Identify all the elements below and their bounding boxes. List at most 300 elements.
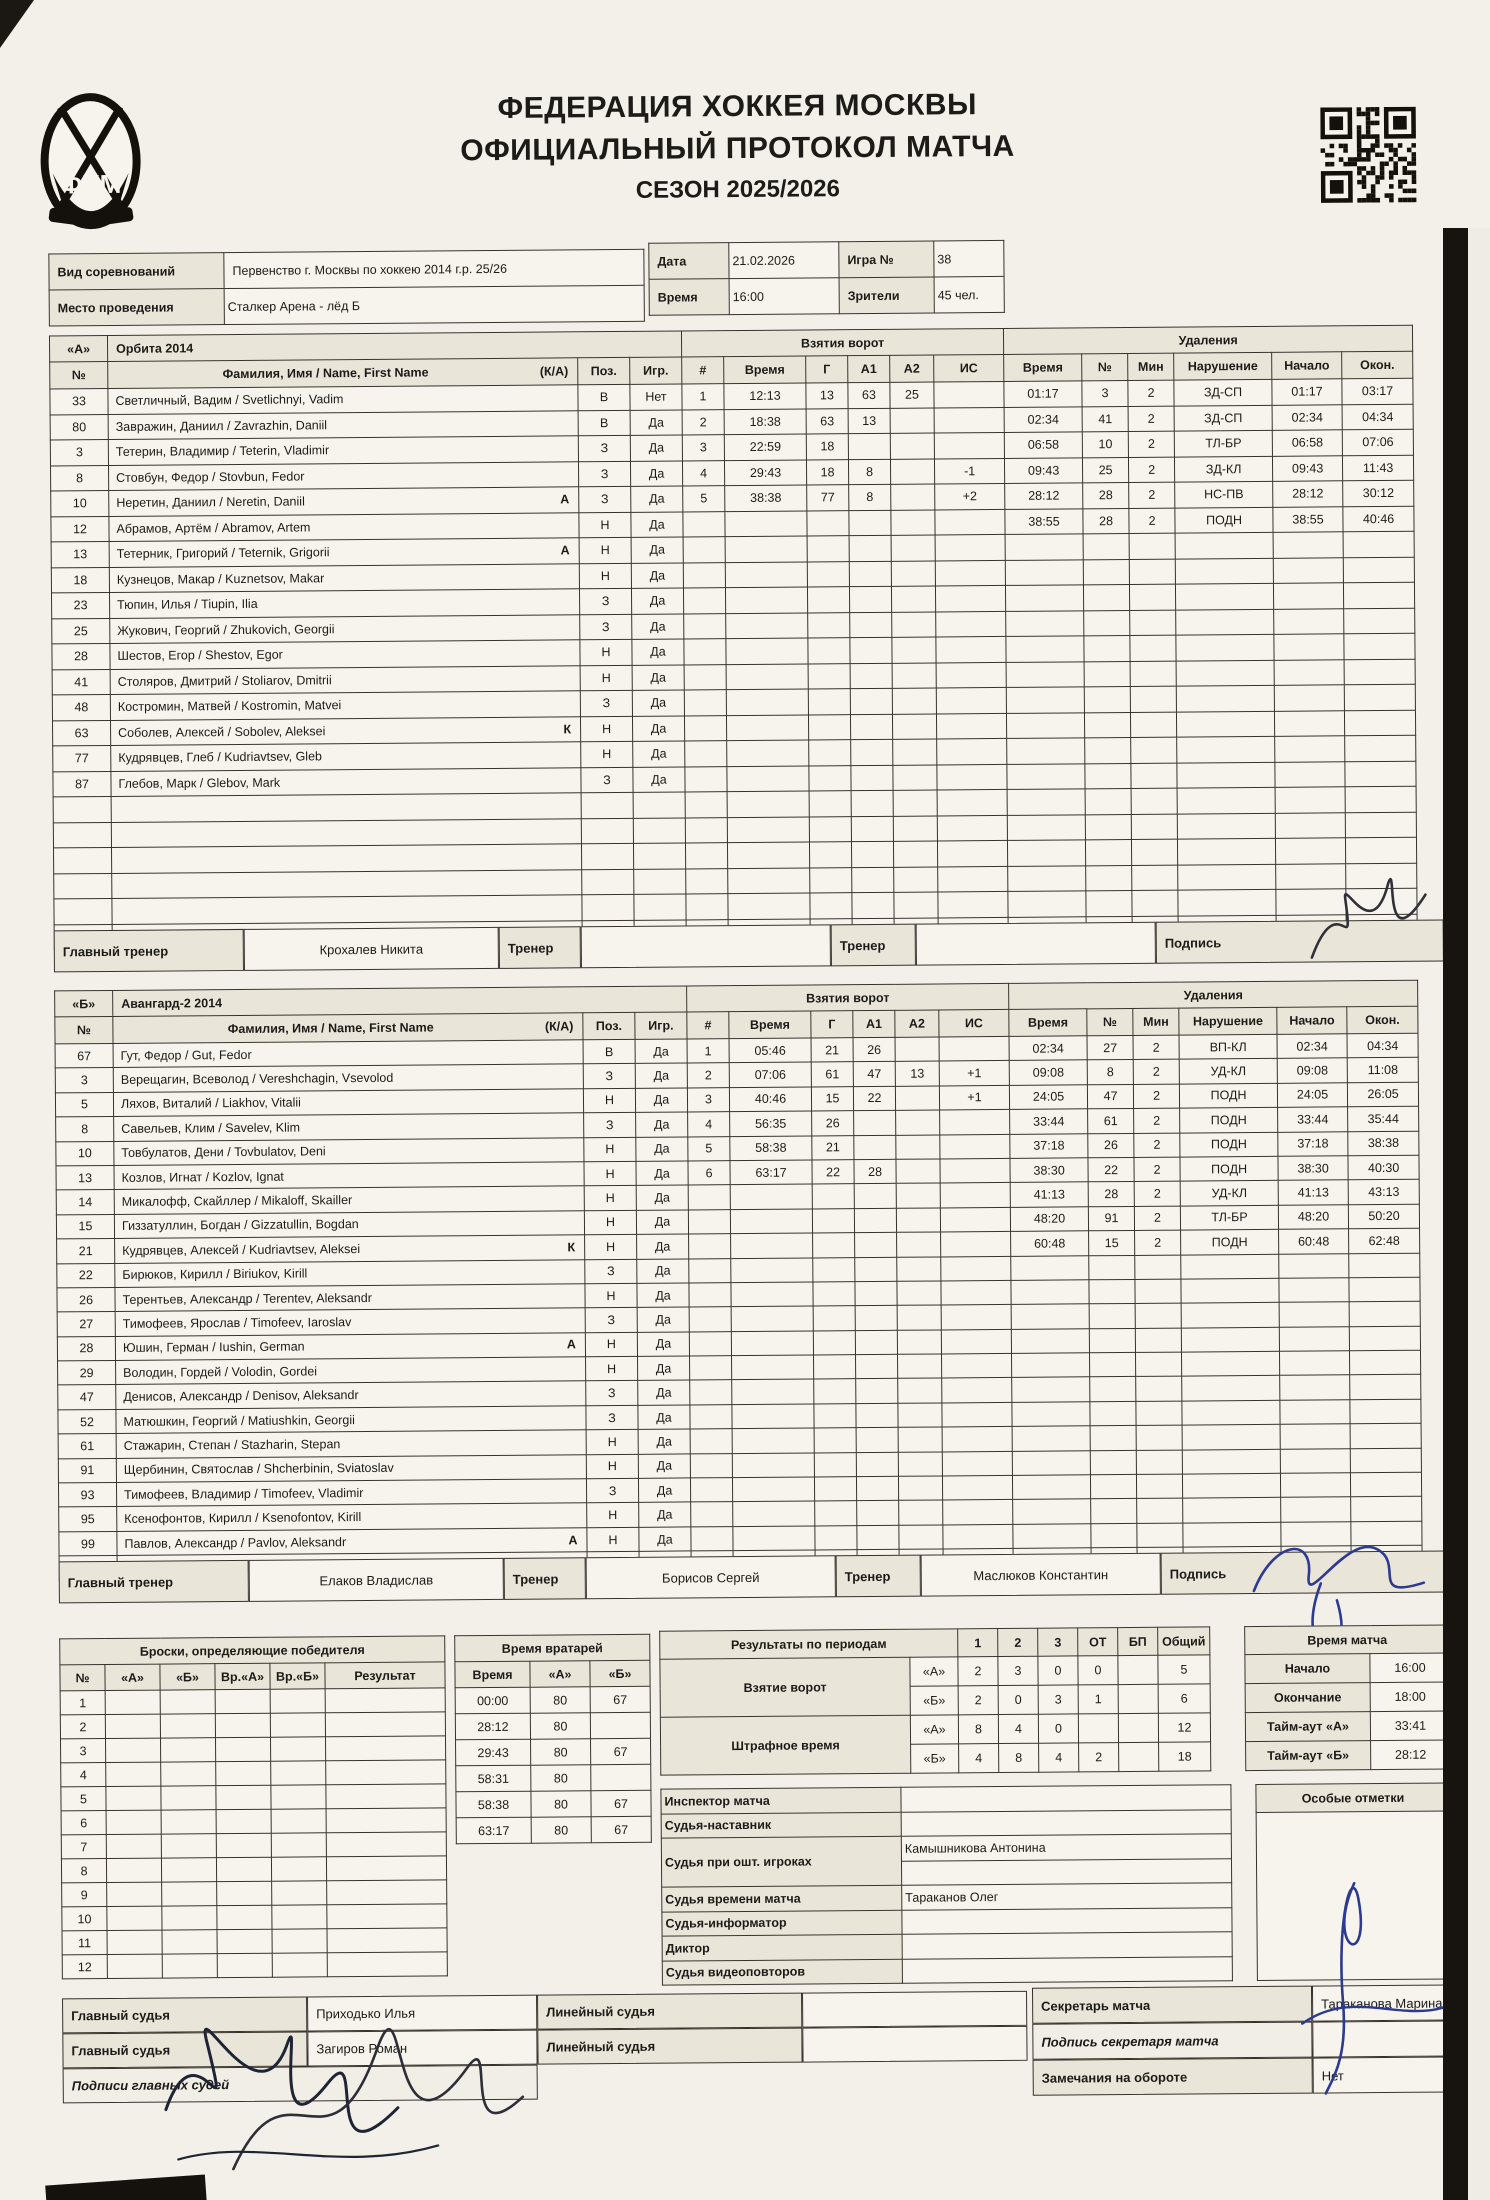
referee-signatures-label: Подписи главных судей [63, 2065, 538, 2104]
goal-number: 5 [688, 1136, 730, 1161]
player-name-text: Козлов, Игнат / Kozlov, Ignat [121, 1169, 284, 1185]
goal-assist2 [891, 535, 935, 561]
match-time-value: 16:00 [1370, 1653, 1450, 1683]
player-name-text: Светличный, Вадим / Svetlichnyi, Vadim [115, 392, 344, 409]
goal-assist2 [898, 1452, 942, 1477]
player-name-text: Стажарин, Степан / Stazharin, Stepan [123, 1437, 341, 1453]
player-captain-mark: А [568, 1532, 578, 1547]
player-name [110, 691, 580, 720]
penalty-start: 60:48 [1279, 1229, 1349, 1254]
player-played: Да [632, 639, 684, 665]
title-federation: ФЕДЕРАЦИЯ ХОККЕЯ МОСКВЫ [497, 88, 977, 125]
col-pos: Поз. [583, 1012, 635, 1039]
col-is: ИС [934, 354, 1004, 382]
match-time-label: Тайм-аут «Б» [1246, 1741, 1371, 1771]
penalty-violation: ПОДН [1180, 1132, 1278, 1157]
goal-situation [937, 789, 1007, 815]
goal-scorer: 18 [806, 434, 848, 460]
shootout-empty-cell [107, 1906, 162, 1930]
penalty-time [1012, 1353, 1090, 1378]
penalty-violation [1175, 532, 1273, 558]
periods-col-header: БП [1118, 1627, 1158, 1655]
shootout-empty-cell [160, 1714, 215, 1738]
venue-label: Место проведения [49, 289, 224, 326]
penalty-minutes: 2 [1134, 1206, 1180, 1231]
penalty-end [1350, 1448, 1421, 1473]
goal-assist2 [898, 1354, 942, 1379]
goal-situation [937, 840, 1007, 866]
shootout-empty-cell [327, 1904, 447, 1929]
penalty-start: 24:05 [1277, 1083, 1347, 1108]
coach3-name-b: Маслюков Константин [921, 1553, 1161, 1597]
player-name-text: Тетерник, Григорий / Teternik, Grigorii [116, 545, 330, 562]
penalty-time [1007, 738, 1085, 764]
penalty-start [1279, 1253, 1349, 1278]
penalty-time: 60:48 [1011, 1231, 1089, 1256]
player-name [114, 1137, 584, 1165]
goal-assist1 [854, 1208, 896, 1233]
periods-title: Результаты по периодам [660, 1629, 958, 1659]
shootout-empty-cell [327, 1880, 447, 1905]
goal-situation [937, 815, 1007, 841]
penalty-end: 04:34 [1342, 404, 1413, 430]
player-name [112, 869, 582, 898]
col-end: Окон. [1342, 351, 1413, 379]
periods-value: 2 [958, 1657, 998, 1686]
periods-value: 3 [1038, 1685, 1078, 1714]
goal-situation [942, 1475, 1012, 1500]
penalty-violation [1183, 1473, 1281, 1498]
penalty-minutes [1130, 584, 1176, 610]
penalty-end: 30:12 [1343, 480, 1414, 506]
shootout-attempt-number: 12 [62, 1955, 107, 1979]
goal-time [731, 1331, 813, 1356]
penalty-end [1349, 1277, 1420, 1302]
shootout-row [62, 1880, 447, 1907]
shootout-attempt-number: 1 [60, 1691, 105, 1715]
goal-assist1 [856, 1379, 898, 1404]
player-number: 18 [51, 567, 109, 593]
periods-group-label: Взятие ворот [660, 1657, 910, 1717]
goal-assist1 [850, 663, 892, 689]
goal-scorer [807, 561, 849, 587]
player-name-text: Тюпин, Илья / Tiupin, Ilia [117, 597, 258, 613]
penalty-start: 41:13 [1278, 1180, 1348, 1205]
periods-col-header: ОТ [1078, 1628, 1118, 1656]
penalty-minutes [1130, 610, 1176, 636]
goal-time: 07:06 [729, 1062, 811, 1087]
periods-team-code: «Б» [910, 1686, 958, 1715]
player-name-text: Юшин, Герман / Iushin, German [122, 1339, 305, 1356]
player-played: Да [637, 1234, 689, 1259]
penalty-minutes [1135, 1279, 1181, 1304]
player-played [634, 894, 686, 920]
goal-assist1 [851, 816, 893, 842]
goalie-col-header: «А» [530, 1661, 590, 1687]
shootout-row [60, 1712, 445, 1739]
goal-situation [935, 560, 1005, 586]
penalty-start [1273, 532, 1343, 558]
player-name [110, 640, 580, 669]
goal-assist2 [896, 1159, 940, 1184]
player-number: 14 [56, 1190, 114, 1215]
shootout-attempt-number: 8 [61, 1859, 106, 1883]
head-coach-name-b: Елаков Владислав [249, 1558, 504, 1602]
goal-scorer [807, 510, 849, 536]
penalty-violation: ПОДН [1175, 507, 1273, 533]
periods-value [1119, 1742, 1159, 1771]
goal-scorer [809, 816, 851, 842]
goal-number [685, 741, 727, 767]
shootout-empty-cell [216, 1785, 271, 1809]
penalty-player: 3 [1082, 380, 1128, 406]
player-played: Да [631, 486, 683, 512]
penalties-header-b: Удаления [1009, 980, 1418, 1009]
player-name [113, 1089, 583, 1117]
head-coach-label-a: Главный тренер [54, 929, 244, 972]
goal-assist2 [895, 1086, 939, 1111]
goal-time [727, 740, 809, 766]
penalty-time [1008, 865, 1086, 891]
goalie-change-time: 28:12 [455, 1713, 530, 1740]
goal-assist1 [855, 1306, 897, 1331]
player-captain-mark: А [566, 1337, 576, 1352]
goalie-b-number [590, 1712, 650, 1738]
penalty-minutes: 2 [1133, 1059, 1179, 1084]
goal-time [732, 1404, 814, 1429]
goal-scorer [812, 1208, 854, 1233]
match-time-value: 33:41 [1370, 1711, 1450, 1741]
penalty-player [1085, 814, 1131, 840]
line-referee-label-1: Линейный судья [537, 1993, 802, 2030]
goal-assist1 [856, 1428, 898, 1453]
penalty-time: 38:55 [1005, 508, 1083, 534]
periods-value [1118, 1713, 1158, 1742]
shootout-row [62, 1904, 447, 1931]
player-name [115, 1332, 585, 1360]
goalie-change-time: 63:17 [456, 1817, 531, 1844]
player-name-text: Володин, Гордей / Volodin, Gordei [123, 1364, 318, 1380]
player-name [116, 1479, 586, 1507]
goal-number [686, 894, 728, 920]
time-value: 16:00 [729, 278, 839, 315]
penalty-player [1090, 1450, 1136, 1475]
goal-scorer [808, 714, 850, 740]
goal-number [685, 817, 727, 843]
goal-time: 22:59 [724, 434, 806, 460]
goal-time [730, 1184, 812, 1209]
spectators-label: Зрители [839, 277, 934, 314]
penalty-start [1275, 761, 1345, 787]
penalty-time: 09:43 [1005, 457, 1083, 483]
player-captain-mark: К [567, 1240, 576, 1255]
penalty-player: 41 [1082, 406, 1128, 432]
goal-assist2 [892, 611, 936, 637]
shootout-row [61, 1856, 446, 1883]
penalty-minutes [1132, 865, 1178, 891]
goal-scorer [813, 1282, 855, 1307]
goal-number [689, 1307, 731, 1332]
goalie-a-number: 80 [531, 1739, 591, 1765]
goal-time [728, 893, 810, 919]
periods-col-header: Общий [1158, 1627, 1210, 1655]
goal-scorer: 63 [806, 408, 848, 434]
penalty-time [1005, 559, 1083, 585]
official-role-label: Судья при ошт. игроках [661, 1836, 901, 1887]
player-position: Н [580, 665, 632, 691]
player-name-text: Щербинин, Святослав / Shcherbinin, Sviatoslav [123, 1461, 394, 1478]
goal-assist1 [850, 688, 892, 714]
col-pen-no: № [1087, 1008, 1133, 1035]
player-played: Да [639, 1502, 691, 1527]
shootout-attempt-number: 2 [60, 1715, 105, 1739]
goal-situation [941, 1329, 1011, 1354]
col-a2: А2 [895, 1010, 939, 1037]
penalty-start [1279, 1278, 1349, 1303]
player-name-text: Кудрявцев, Глеб / Kudriavtsev, Gleb [118, 749, 323, 766]
player-position: Н [579, 563, 631, 589]
shootout-attempt-number: 5 [61, 1787, 106, 1811]
player-played: Да [636, 1137, 688, 1162]
player-position: Н [585, 1234, 637, 1259]
penalty-violation [1177, 787, 1275, 813]
player-number [53, 796, 111, 822]
player-position: З [586, 1478, 638, 1503]
player-played: Да [637, 1283, 689, 1308]
goal-situation [943, 1524, 1013, 1549]
goal-number [690, 1404, 732, 1429]
penalty-minutes [1132, 839, 1178, 865]
player-name [109, 487, 579, 516]
penalty-time: 48:20 [1010, 1207, 1088, 1232]
match-time-row [1245, 1682, 1450, 1713]
periods-value: 4 [959, 1744, 999, 1773]
periods-value: 5 [1158, 1655, 1210, 1684]
player-position: Н [586, 1356, 638, 1381]
player-position: З [584, 1113, 636, 1138]
penalty-minutes [1137, 1523, 1183, 1548]
goal-scorer [814, 1355, 856, 1380]
team-b-table [54, 980, 1423, 1581]
shootout-empty-cell [325, 1688, 445, 1713]
player-played: Да [631, 537, 683, 563]
date-value: 21.02.2026 [729, 242, 839, 279]
periods-group-label: Штрафное время [660, 1715, 910, 1775]
periods-value: 6 [1158, 1684, 1210, 1713]
shootout-row [61, 1808, 446, 1835]
player-number: 8 [50, 465, 108, 491]
official-name [901, 1785, 1231, 1812]
goal-assist2 [894, 892, 938, 918]
shootout-empty-cell [215, 1737, 270, 1761]
periods-value: 8 [958, 1715, 998, 1744]
penalty-violation: ПОДН [1179, 1083, 1277, 1108]
penalty-violation [1181, 1327, 1279, 1352]
shootout-row [62, 1952, 447, 1979]
player-number: 5 [55, 1092, 113, 1117]
player-name-text: Тимофеев, Владимир / Timofeev, Vladimir [124, 1485, 364, 1502]
goal-time [726, 663, 808, 689]
shootout-empty-cell [217, 1929, 272, 1953]
goalie-time-row [456, 1764, 651, 1792]
player-position: Н [583, 1088, 635, 1113]
player-position: З [586, 1381, 638, 1406]
col-igr: Игр. [635, 1012, 687, 1039]
penalty-end [1344, 633, 1415, 659]
penalty-player [1084, 686, 1130, 712]
goal-assist1 [849, 510, 891, 536]
head-coach-label-b: Главный тренер [59, 1560, 249, 1603]
player-number: 10 [51, 490, 109, 516]
player-played: Да [637, 1258, 689, 1283]
player-number: 8 [56, 1117, 114, 1142]
penalty-time: 09:08 [1009, 1060, 1087, 1085]
goal-situation [937, 738, 1007, 764]
goal-number [690, 1429, 732, 1454]
penalty-minutes: 2 [1129, 457, 1175, 483]
match-time-label: Окончание [1245, 1683, 1370, 1713]
goal-assist2 [891, 586, 935, 612]
penalty-time [1013, 1499, 1091, 1524]
goal-time: 40:46 [729, 1087, 811, 1112]
shootout-empty-cell [162, 1882, 217, 1906]
player-played: Да [631, 588, 683, 614]
shootout-empty-cell [160, 1738, 215, 1762]
col-start: Начало [1272, 352, 1342, 380]
penalty-minutes [1137, 1474, 1183, 1499]
penalty-start: 09:08 [1277, 1058, 1347, 1083]
penalty-end [1345, 735, 1416, 761]
goal-assist2 [897, 1256, 941, 1281]
penalty-time [1006, 636, 1084, 662]
goal-situation [934, 407, 1004, 433]
penalty-minutes [1131, 737, 1177, 763]
penalty-player: 25 [1083, 457, 1129, 483]
shootout-table [59, 1635, 448, 1979]
goal-number: 1 [687, 1039, 729, 1064]
goal-scorer [814, 1477, 856, 1502]
player-number: 28 [57, 1336, 115, 1361]
penalty-violation: ПОДН [1181, 1229, 1279, 1254]
goal-scorer: 21 [811, 1038, 853, 1063]
player-played: Да [630, 435, 682, 461]
player-number: 61 [58, 1434, 116, 1459]
col-pen-time: Время [1004, 354, 1082, 382]
shootout-empty-cell [107, 1930, 162, 1954]
official-name [902, 1907, 1232, 1934]
periods-team-code: «А» [910, 1715, 958, 1744]
player-name [111, 844, 581, 873]
penalty-time [1007, 763, 1085, 789]
penalty-time [1012, 1450, 1090, 1475]
goal-number: 6 [688, 1161, 730, 1186]
penalty-time [1007, 789, 1085, 815]
player-position [582, 894, 634, 920]
player-played: Да [635, 1063, 687, 1088]
player-number: 93 [58, 1482, 116, 1507]
player-position: Н [579, 512, 631, 538]
penalty-minutes: 2 [1133, 1035, 1179, 1060]
goal-assist2 [896, 1110, 940, 1135]
shootout-col-header: Вр.«А» [215, 1663, 270, 1689]
penalty-end [1351, 1472, 1422, 1497]
goal-scorer: 18 [806, 459, 848, 485]
goal-number [684, 690, 726, 716]
goal-assist1: 28 [854, 1159, 896, 1184]
penalty-player [1083, 559, 1129, 585]
main-referee-label-2: Главный судья [62, 2031, 307, 2068]
player-name [115, 1235, 585, 1263]
penalty-start: 01:17 [1272, 379, 1342, 405]
penalty-start [1280, 1375, 1350, 1400]
goal-scorer [813, 1330, 855, 1355]
penalty-time: 24:05 [1009, 1085, 1087, 1110]
player-name [108, 385, 578, 414]
penalty-end [1344, 582, 1415, 608]
player-number: 63 [52, 720, 110, 746]
penalty-start [1280, 1424, 1350, 1449]
goalie-time-row [456, 1738, 651, 1766]
shootout-row [62, 1928, 447, 1955]
player-name [114, 1162, 584, 1190]
goal-time [726, 689, 808, 715]
scan-edge-right [1443, 228, 1468, 2200]
periods-team-code: «Б» [911, 1744, 959, 1773]
player-played: Да [632, 613, 684, 639]
penalty-violation [1181, 1278, 1279, 1303]
goal-assist2 [891, 509, 935, 535]
goal-situation [940, 1183, 1010, 1208]
penalty-player: 61 [1088, 1109, 1134, 1134]
player-played: Да [637, 1332, 689, 1357]
player-name-text: Бирюков, Кирилл / Biriukov, Kirill [122, 1266, 308, 1283]
col-a1: А1 [853, 1010, 895, 1037]
goal-situation [940, 1207, 1010, 1232]
penalty-start [1279, 1302, 1349, 1327]
player-number: 87 [53, 771, 111, 797]
periods-value [1118, 1684, 1158, 1713]
shootout-empty-cell [272, 1953, 327, 1977]
col-pen-time: Время [1009, 1009, 1087, 1037]
penalty-time: 06:58 [1004, 432, 1082, 458]
player-position: З [578, 461, 630, 487]
penalty-time: 01:17 [1004, 381, 1082, 407]
shootout-empty-cell [326, 1784, 446, 1809]
match-info-table [648, 240, 1005, 316]
penalty-player [1085, 788, 1131, 814]
player-played: Да [639, 1527, 691, 1552]
penalty-start [1279, 1326, 1349, 1351]
periods-value: 0 [998, 1685, 1038, 1714]
penalty-time [1013, 1475, 1091, 1500]
penalty-start [1274, 608, 1344, 634]
penalty-time [1011, 1255, 1089, 1280]
shootout-empty-cell [325, 1712, 445, 1737]
player-name-text: Неретин, Даниил / Neretin, Daniil [116, 494, 305, 511]
penalty-player [1090, 1353, 1136, 1378]
shootout-empty-cell [215, 1713, 270, 1737]
penalty-violation: ТЛ-БР [1174, 430, 1272, 456]
goal-assist1 [854, 1184, 896, 1209]
goal-scorer: 13 [806, 383, 848, 409]
official-name [901, 1809, 1231, 1836]
shootout-empty-cell [161, 1810, 216, 1834]
penalty-start: 02:34 [1277, 1034, 1347, 1059]
penalty-time [1012, 1377, 1090, 1402]
periods-value: 4 [1039, 1743, 1079, 1772]
goal-number: 3 [687, 1087, 729, 1112]
competition-value: Первенство г. Москвы по хоккею 2014 г.р. 25/26 [224, 249, 644, 288]
